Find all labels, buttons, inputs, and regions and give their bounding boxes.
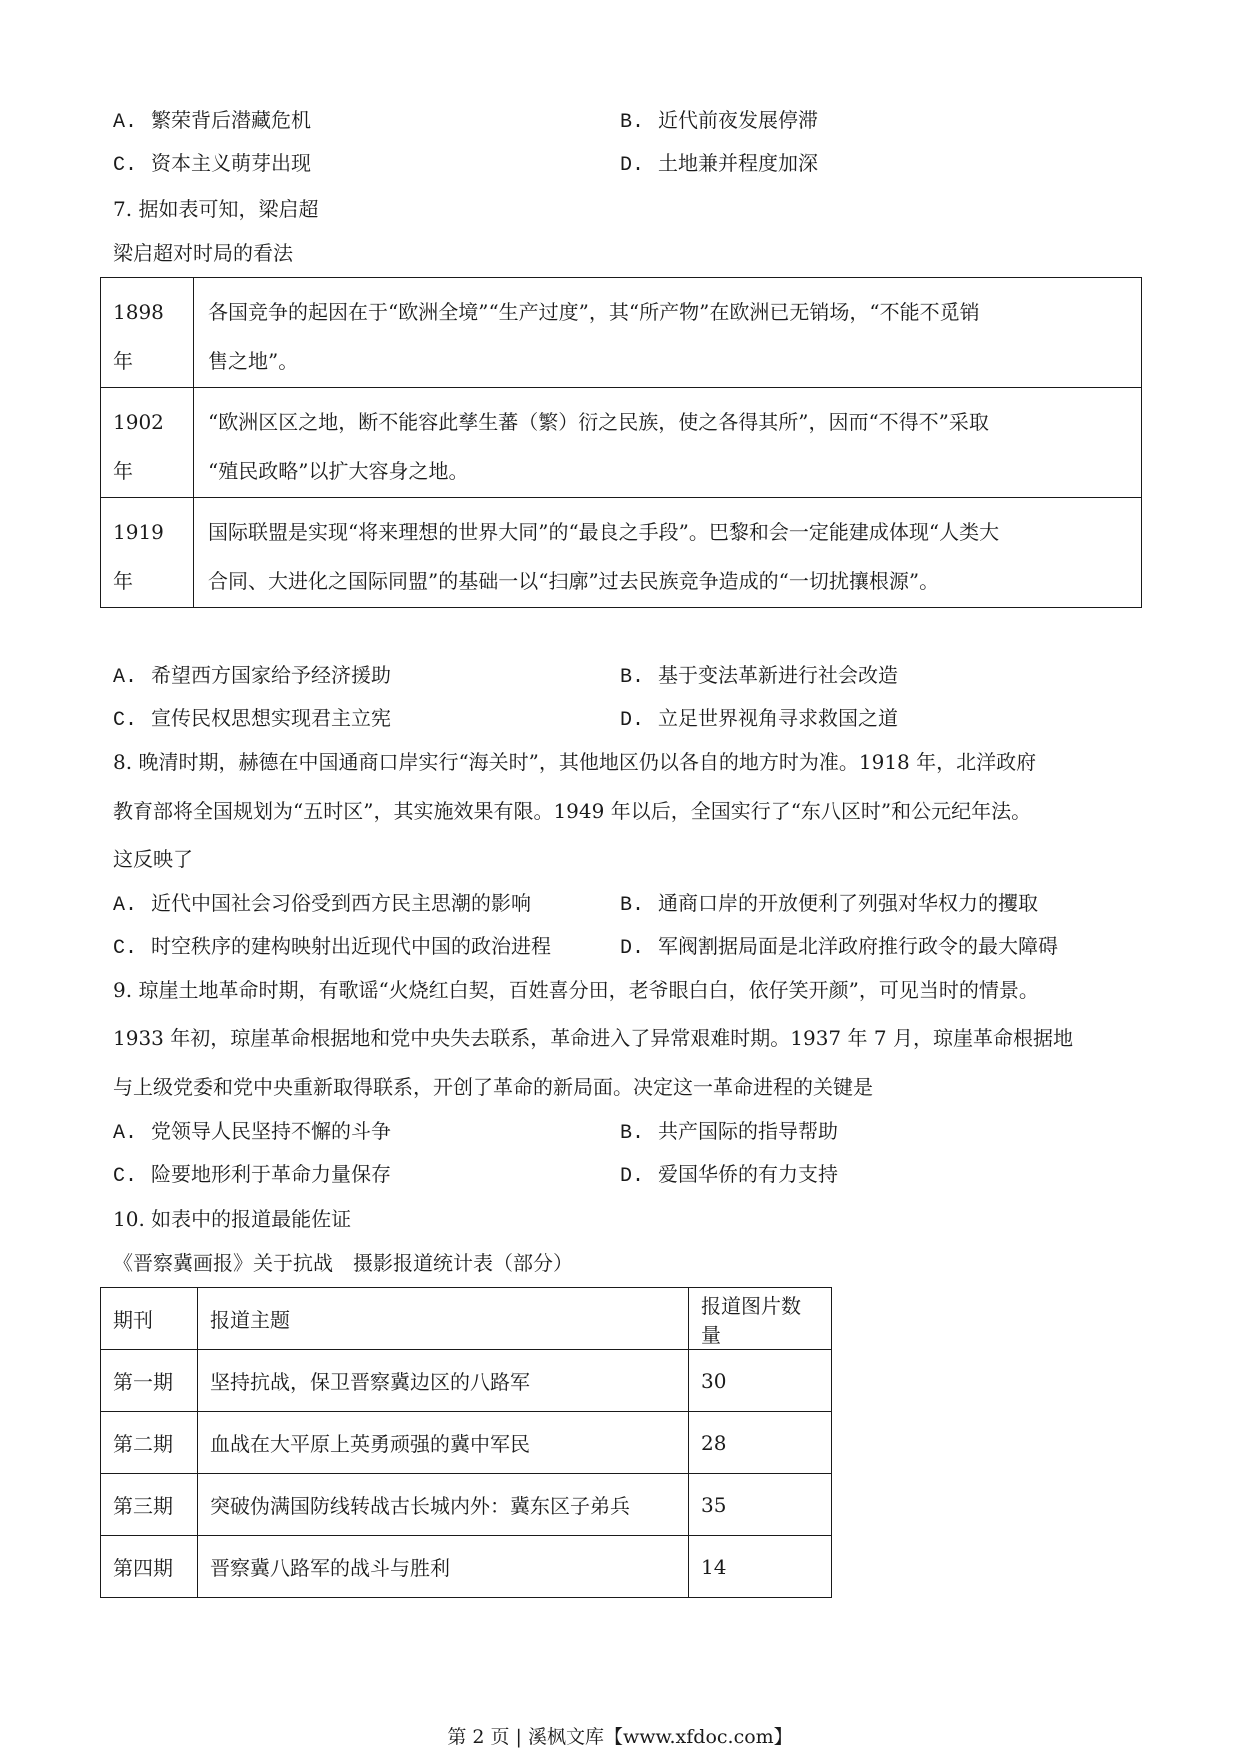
option-text: 险要地形利于革命力量保存 bbox=[151, 1162, 392, 1186]
header-cell: 期刊 bbox=[101, 1288, 198, 1350]
option-text: 希望西方国家给予经济援助 bbox=[151, 663, 392, 687]
option-label: A. bbox=[113, 1122, 138, 1145]
header-cell: 报道主题 bbox=[198, 1288, 689, 1350]
q6-option-a bbox=[113, 104, 311, 134]
option-text: 基于变法革新进行社会改造 bbox=[658, 663, 899, 687]
topic-cell: 突破伪满国防线转战古长城内外：冀东区子弟兵 bbox=[198, 1474, 689, 1536]
q6-option-d bbox=[620, 147, 818, 177]
year-number: 1902 bbox=[113, 410, 164, 434]
year-unit: 年 bbox=[113, 569, 133, 593]
opinion-line: 各国竞争的起因在于“欧洲全境”“生产过度”，其“所产物”在欧洲已无销场，“不能不觅销 bbox=[208, 300, 980, 324]
topic-cell: 晋察冀八路军的战斗与胜利 bbox=[198, 1536, 689, 1598]
topic-cell: 坚持抗战，保卫晋察冀边区的八路军 bbox=[198, 1350, 689, 1412]
q10-table bbox=[100, 1287, 832, 1598]
option-label: B. bbox=[620, 111, 645, 134]
q7-stem: 7. 据如表可知，梁启超 bbox=[113, 197, 319, 221]
opinion-line: 合同、大进化之国际同盟”的基础一以“扫廓”过去民族竞争造成的“一切扰攘根源”。 bbox=[208, 569, 940, 593]
option-label: B. bbox=[620, 894, 645, 917]
option-label: D. bbox=[620, 937, 645, 960]
opinion-line: “欧洲区区之地，断不能容此孳生蕃（繁）衍之民族，使之各得其所”，因而“不得不”采取 bbox=[208, 410, 989, 434]
year-unit: 年 bbox=[113, 349, 133, 373]
option-label: D. bbox=[620, 1165, 645, 1188]
table-row bbox=[101, 1536, 832, 1598]
opinion-line: “殖民政略”以扩大容身之地。 bbox=[208, 459, 469, 483]
q8-stem-line: 教育部将全国规划为“五时区”，其实施效果有限。1949 年以后，全国实行了“东八区时”和公元纪年法。 bbox=[113, 799, 1032, 823]
option-label: C. bbox=[113, 1165, 138, 1188]
q10-stem: 10. 如表中的报道最能佐证 bbox=[113, 1207, 352, 1231]
q8-stem-line: 这反映了 bbox=[113, 847, 193, 871]
option-text: 军阀割据局面是北洋政府推行政令的最大障碍 bbox=[658, 934, 1059, 958]
q7-table bbox=[100, 277, 1142, 608]
option-text: 党领导人民坚持不懈的斗争 bbox=[151, 1119, 392, 1143]
option-text: 繁荣背后潜藏危机 bbox=[151, 108, 312, 132]
option-label: B. bbox=[620, 666, 645, 689]
q9-option-c bbox=[113, 1158, 391, 1188]
header-cell: 报道图片数量 bbox=[689, 1288, 832, 1350]
q10-table-title: 《晋察冀画报》关于抗战 摄影报道统计表（部分） bbox=[113, 1251, 573, 1275]
table-row bbox=[101, 1412, 832, 1474]
table-header-row bbox=[101, 1288, 832, 1350]
option-text: 资本主义萌芽出现 bbox=[151, 151, 312, 175]
table-row bbox=[101, 1474, 832, 1536]
opinion-cell bbox=[194, 278, 1142, 388]
option-text: 土地兼并程度加深 bbox=[658, 151, 819, 175]
q7-option-a bbox=[113, 659, 391, 689]
q8-option-d bbox=[620, 930, 1058, 960]
opinion-line: 国际联盟是实现“将来理想的世界大同”的“最良之手段”。巴黎和会一定能建成体现“人类大 bbox=[208, 520, 1000, 544]
q7-option-b bbox=[620, 659, 898, 689]
option-text: 立足世界视角寻求救国之道 bbox=[658, 706, 899, 730]
table-row bbox=[101, 1350, 832, 1412]
q9-stem-line: 9. 琼崖土地革命时期，有歌谣“火烧红白契，百姓喜分田，老爷眼白白，依仔笑开颜”，可见当时的情景。 bbox=[113, 978, 1039, 1002]
option-label: A. bbox=[113, 111, 138, 134]
option-text: 时空秩序的建构映射出近现代中国的政治进程 bbox=[151, 934, 552, 958]
q8-option-c bbox=[113, 930, 551, 960]
table-row bbox=[101, 498, 1142, 608]
q8-option-b bbox=[620, 887, 1038, 917]
q8-option-a bbox=[113, 887, 531, 917]
option-label: C. bbox=[113, 709, 138, 732]
page-footer: 第 2 页 | 溪枫文库【www.xfdoc.com】 bbox=[447, 1726, 793, 1748]
opinion-cell bbox=[194, 498, 1142, 608]
issue-cell: 第三期 bbox=[101, 1474, 198, 1536]
option-label: C. bbox=[113, 937, 138, 960]
option-text: 近代前夜发展停滞 bbox=[658, 108, 819, 132]
option-label: C. bbox=[113, 154, 138, 177]
q9-stem-line: 与上级党委和党中央重新取得联系，开创了革命的新局面。决定这一革命进程的关键是 bbox=[113, 1075, 873, 1099]
q7-table-title: 梁启超对时局的看法 bbox=[113, 241, 293, 265]
option-label: D. bbox=[620, 154, 645, 177]
option-text: 宣传民权思想实现君主立宪 bbox=[151, 706, 392, 730]
option-text: 近代中国社会习俗受到西方民主思潮的影响 bbox=[151, 891, 532, 915]
year-number: 1919 bbox=[113, 520, 164, 544]
option-label: A. bbox=[113, 894, 138, 917]
q7-option-c bbox=[113, 702, 391, 732]
q8-stem-line: 8. 晚清时期，赫德在中国通商口岸实行“海关时”，其他地区仍以各自的地方时为准。1918 年，北洋政府 bbox=[113, 750, 1037, 774]
table-row bbox=[101, 388, 1142, 498]
option-label: A. bbox=[113, 666, 138, 689]
option-text: 通商口岸的开放便利了列强对华权力的攫取 bbox=[658, 891, 1039, 915]
issue-cell: 第四期 bbox=[101, 1536, 198, 1598]
opinion-cell bbox=[194, 388, 1142, 498]
option-text: 爱国华侨的有力支持 bbox=[658, 1162, 839, 1186]
count-cell: 30 bbox=[689, 1350, 832, 1412]
count-cell: 14 bbox=[689, 1536, 832, 1598]
topic-cell: 血战在大平原上英勇顽强的冀中军民 bbox=[198, 1412, 689, 1474]
q7-option-d bbox=[620, 702, 898, 732]
issue-cell: 第二期 bbox=[101, 1412, 198, 1474]
q9-stem-line: 1933 年初，琼崖革命根据地和党中央失去联系，革命进入了异常艰难时期。1937 年 7 月，琼崖革命根据地 bbox=[113, 1026, 1073, 1050]
q6-option-c bbox=[113, 147, 311, 177]
year-unit: 年 bbox=[113, 459, 133, 483]
q6-option-b bbox=[620, 104, 818, 134]
table-row bbox=[101, 278, 1142, 388]
option-label: B. bbox=[620, 1122, 645, 1145]
year-cell bbox=[101, 388, 194, 498]
count-cell: 28 bbox=[689, 1412, 832, 1474]
year-cell bbox=[101, 278, 194, 388]
year-number: 1898 bbox=[113, 300, 164, 324]
q9-option-b bbox=[620, 1115, 838, 1145]
issue-cell: 第一期 bbox=[101, 1350, 198, 1412]
q9-option-a bbox=[113, 1115, 391, 1145]
year-cell bbox=[101, 498, 194, 608]
count-cell: 35 bbox=[689, 1474, 832, 1536]
q9-option-d bbox=[620, 1158, 838, 1188]
option-text: 共产国际的指导帮助 bbox=[658, 1119, 839, 1143]
opinion-line: 售之地”。 bbox=[208, 349, 299, 373]
option-label: D. bbox=[620, 709, 645, 732]
